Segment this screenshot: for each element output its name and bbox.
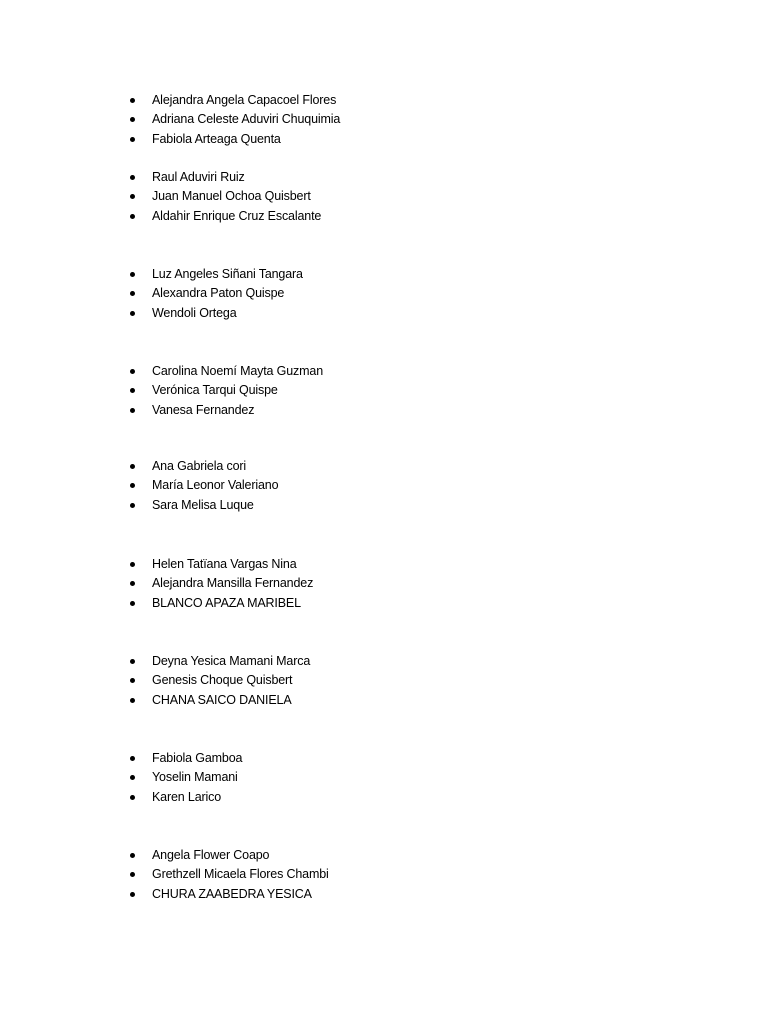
name-group-8 (128, 749, 242, 807)
list-item (128, 749, 242, 768)
name-text: Grethzell Micaela Flores Chambi (152, 867, 329, 882)
list-item (128, 207, 321, 226)
list-item (128, 110, 340, 129)
list-item (128, 91, 340, 110)
name-group-6 (128, 555, 313, 613)
name-text: Alejandra Angela Capacoel Flores (152, 93, 337, 107)
name-text: Deyna Yesica Mamani Marca (152, 654, 311, 668)
name-group-3 (128, 265, 303, 323)
bullet-icon (130, 795, 135, 800)
bullet-icon (130, 562, 135, 567)
name-group-4 (128, 362, 323, 420)
name-text: Ana Gabriela cori (152, 459, 247, 473)
name-group-9 (128, 846, 329, 904)
name-text: María Leonor Valeriano (152, 478, 279, 493)
list-item (128, 401, 323, 420)
name-group-5 (128, 457, 278, 515)
bullet-icon (130, 853, 135, 858)
name-text: Luz Angeles Siñani Tangara (152, 267, 303, 281)
bullet-icon (130, 137, 135, 142)
list-item (128, 885, 329, 904)
name-text: Raul Aduviri Ruiz (152, 170, 245, 184)
bullet-icon (130, 678, 135, 683)
list-item (128, 496, 278, 515)
bullet-icon (130, 483, 135, 488)
list-item (128, 187, 321, 206)
name-text: Verónica Tarqui Quispe (152, 383, 278, 398)
list-item (128, 652, 310, 671)
bullet-icon (130, 581, 135, 586)
list-item (128, 671, 310, 690)
name-text: Adriana Celeste Aduviri Chuquimia (152, 112, 341, 127)
name-text: Carolina Noemí Mayta Guzman (152, 364, 324, 378)
list-item (128, 574, 313, 593)
list-item (128, 130, 340, 149)
list-item (128, 265, 303, 284)
name-text: Wendoli Ortega (152, 305, 237, 320)
list-item (128, 865, 329, 884)
list-item (128, 476, 278, 495)
bullet-icon (130, 175, 135, 180)
list-item (128, 304, 303, 323)
name-text: Angela Flower Coapo (152, 848, 270, 862)
list-item (128, 768, 242, 787)
bullet-icon (130, 872, 135, 877)
bullet-icon (130, 272, 135, 277)
bullet-icon (130, 601, 135, 606)
name-text: Juan Manuel Ochoa Quisbert (152, 189, 311, 204)
bullet-icon (130, 388, 135, 393)
name-text: CHANA SAICO DANIELA (152, 692, 292, 707)
name-text: Genesis Choque Quisbert (152, 673, 293, 688)
bullet-icon (130, 214, 135, 219)
bullet-icon (130, 464, 135, 469)
bullet-icon (130, 98, 135, 103)
name-text: Aldahir Enrique Cruz Escalante (152, 208, 322, 223)
bullet-icon (130, 408, 135, 413)
bullet-icon (130, 698, 135, 703)
name-text: Helen Tatïana Vargas Nina (152, 557, 297, 571)
bullet-icon (130, 503, 135, 508)
bullet-icon (130, 659, 135, 664)
name-text: Alexandra Paton Quispe (152, 286, 285, 301)
list-item (128, 381, 323, 400)
name-group-1 (128, 91, 340, 149)
name-group-7 (128, 652, 310, 710)
list-item (128, 362, 323, 381)
list-item (128, 555, 313, 574)
name-text: Fabiola Gamboa (152, 751, 243, 765)
list-item (128, 284, 303, 303)
name-text: Yoselin Mamani (152, 770, 238, 785)
list-item (128, 846, 329, 865)
list-item (128, 788, 242, 807)
list-item (128, 691, 310, 710)
name-text: Vanesa Fernandez (152, 402, 255, 417)
name-text: Alejandra Mansilla Fernandez (152, 576, 314, 591)
bullet-icon (130, 775, 135, 780)
name-text: CHURA ZAABEDRA YESICA (152, 886, 312, 901)
bullet-icon (130, 311, 135, 316)
bullet-icon (130, 194, 135, 199)
bullet-icon (130, 369, 135, 374)
list-item (128, 168, 321, 187)
name-text: Sara Melisa Luque (152, 497, 254, 512)
bullet-icon (130, 291, 135, 296)
bullet-icon (130, 892, 135, 897)
list-item (128, 457, 278, 476)
name-group-2 (128, 168, 321, 226)
bullet-icon (130, 117, 135, 122)
list-item (128, 594, 313, 613)
name-text: Fabiola Arteaga Quenta (152, 131, 281, 146)
bullet-icon (130, 756, 135, 761)
name-text: BLANCO APAZA MARIBEL (152, 595, 301, 610)
name-text: Karen Larico (152, 789, 222, 804)
